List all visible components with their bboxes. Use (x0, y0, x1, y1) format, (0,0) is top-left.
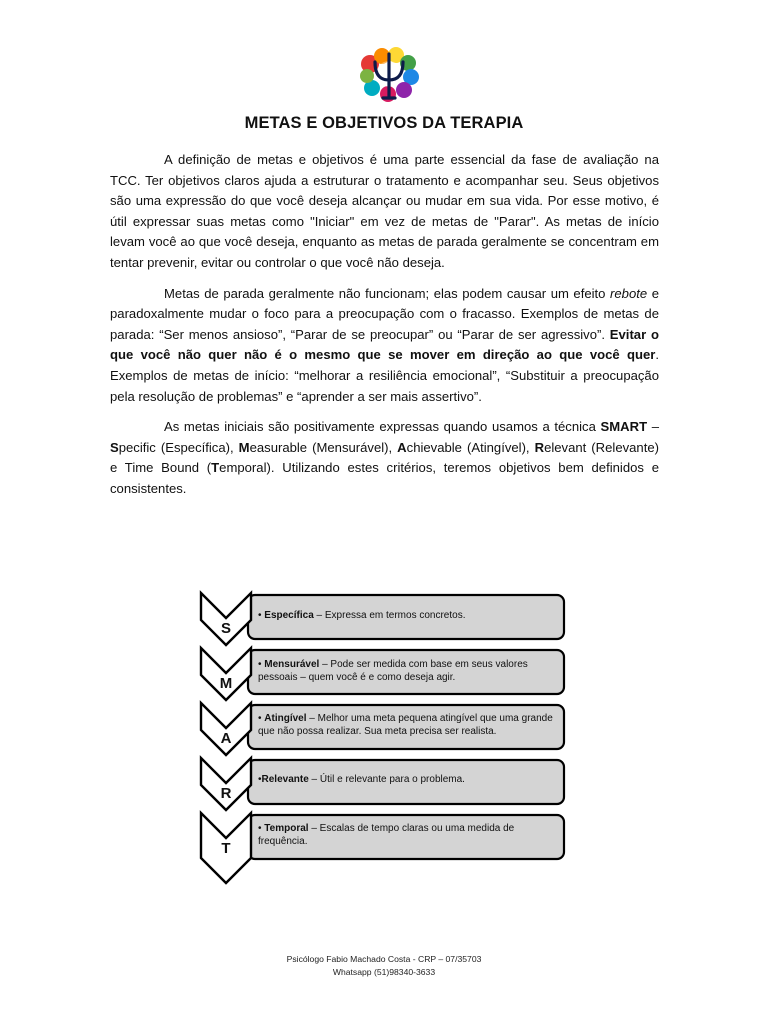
psi-logo (358, 46, 420, 104)
footer-contact: Whatsapp (51)98340-3633 (332, 967, 436, 977)
bold-text: T (211, 460, 220, 476)
chevron-s (201, 593, 251, 645)
smart-desc-s (258, 610, 558, 623)
paragraph-text: – (647, 419, 659, 435)
smart-letter-a: A (220, 730, 232, 747)
paragraph-text: emporal). Utilizando estes critérios, teremos objetivos bem definidos e consistentes. (110, 460, 659, 496)
smart-desc-text: – Pode ser medida com base em seus valores pessoais – quem você é e como deseja agir. (258, 659, 528, 683)
smart-term: Atingível (264, 713, 307, 724)
chevron-a (201, 703, 251, 755)
smart-desc-t (258, 823, 558, 848)
bullet: • (258, 659, 265, 670)
smart-desc-r (258, 774, 558, 787)
smart-desc-text: – Escalas de tempo claras ou uma medida de frequência. (258, 823, 515, 847)
bullet: • (258, 774, 262, 785)
bullet: • (258, 610, 265, 621)
chevron-r (201, 758, 251, 810)
paragraph-text: easurable (Mensurável), (249, 439, 398, 455)
smart-letter-m: M (219, 675, 233, 692)
paragraph (110, 150, 659, 274)
smart-desc-m (258, 659, 558, 684)
paragraph (110, 417, 659, 499)
page-footer (0, 953, 768, 979)
page-title: METAS E OBJETIVOS DA TERAPIA (244, 114, 524, 132)
smart-letter-r: R (220, 785, 232, 802)
paragraph-text: pecific (Específica), (118, 439, 239, 455)
italic-text: rebote (610, 285, 648, 301)
body-text (110, 150, 659, 510)
footer-author: Psicólogo Fabio Machado Costa - CRP – 07/35703 (286, 954, 482, 964)
smart-letter-t: T (221, 840, 231, 857)
bold-text: SMART (600, 419, 648, 435)
paragraph-text: A definição de metas e objetivos é uma parte essencial da fase de avaliação na TCC. Ter objetivos claros ajuda a estruturar o tratamento e acompanhar seu. Seus objetivos são uma expressão do que você deseja alcançar ou mudar em sua vida. Por esse motivo, é útil expressar suas metas como "Iniciar" em vez de metas de "Parar". As metas de início levam você ao que você deseja, enquanto as metas de parada geralmente se concentram em tentar prevenir, evitar ou controlar o que você não deseja. (110, 152, 659, 270)
smart-term: Temporal (264, 823, 309, 834)
smart-term: Relevante (261, 774, 309, 785)
smart-term: Mensurável (264, 659, 320, 670)
paragraph-text: Metas de parada geralmente não funcionam; elas podem causar um efeito (164, 285, 611, 301)
bold-text: R (534, 439, 545, 455)
bold-text: M (238, 439, 250, 455)
bold-text: S (110, 439, 119, 455)
smart-term: Específica (264, 610, 314, 621)
smart-desc-text: – Melhor uma meta pequena atingível que uma grande que não possa realizar. Sua meta precisa ser realista. (258, 713, 553, 737)
bullet: • (258, 823, 265, 834)
smart-letter-s: S (220, 620, 231, 637)
paragraph-text: e paradoxalmente mudar o foco para a preocupação com o fracasso. Exemplos de metas de parada: “Ser menos ansioso”, “Parar de se preocupar” ou “Parar de ser agressivo”. (110, 285, 659, 342)
paragraph-text: As metas iniciais são positivamente expressas quando usamos a técnica (164, 419, 601, 435)
bold-text: Evitar o que você não quer não é o mesmo que se mover em direção ao que você quer (110, 326, 659, 363)
chevron-m (201, 648, 251, 700)
paragraph (110, 284, 659, 408)
bold-text: A (397, 439, 407, 455)
smart-desc-a (258, 713, 558, 738)
smart-desc-text: – Expressa em termos concretos. (313, 610, 466, 621)
bullet: • (258, 713, 265, 724)
smart-desc-text: – Útil e relevante para o problema. (308, 774, 465, 785)
paragraph-text: chievable (Atingível), (406, 439, 535, 455)
smart-diagram (198, 590, 568, 890)
paragraph-text: elevant (Relevante) e Time Bound ( (110, 439, 659, 476)
paragraph-text: . Exemplos de metas de início: “melhorar a resiliência emocional”, “Substituir a preocupação pela resolução de problemas” e “aprender a ser mais assertivo”. (110, 347, 659, 404)
